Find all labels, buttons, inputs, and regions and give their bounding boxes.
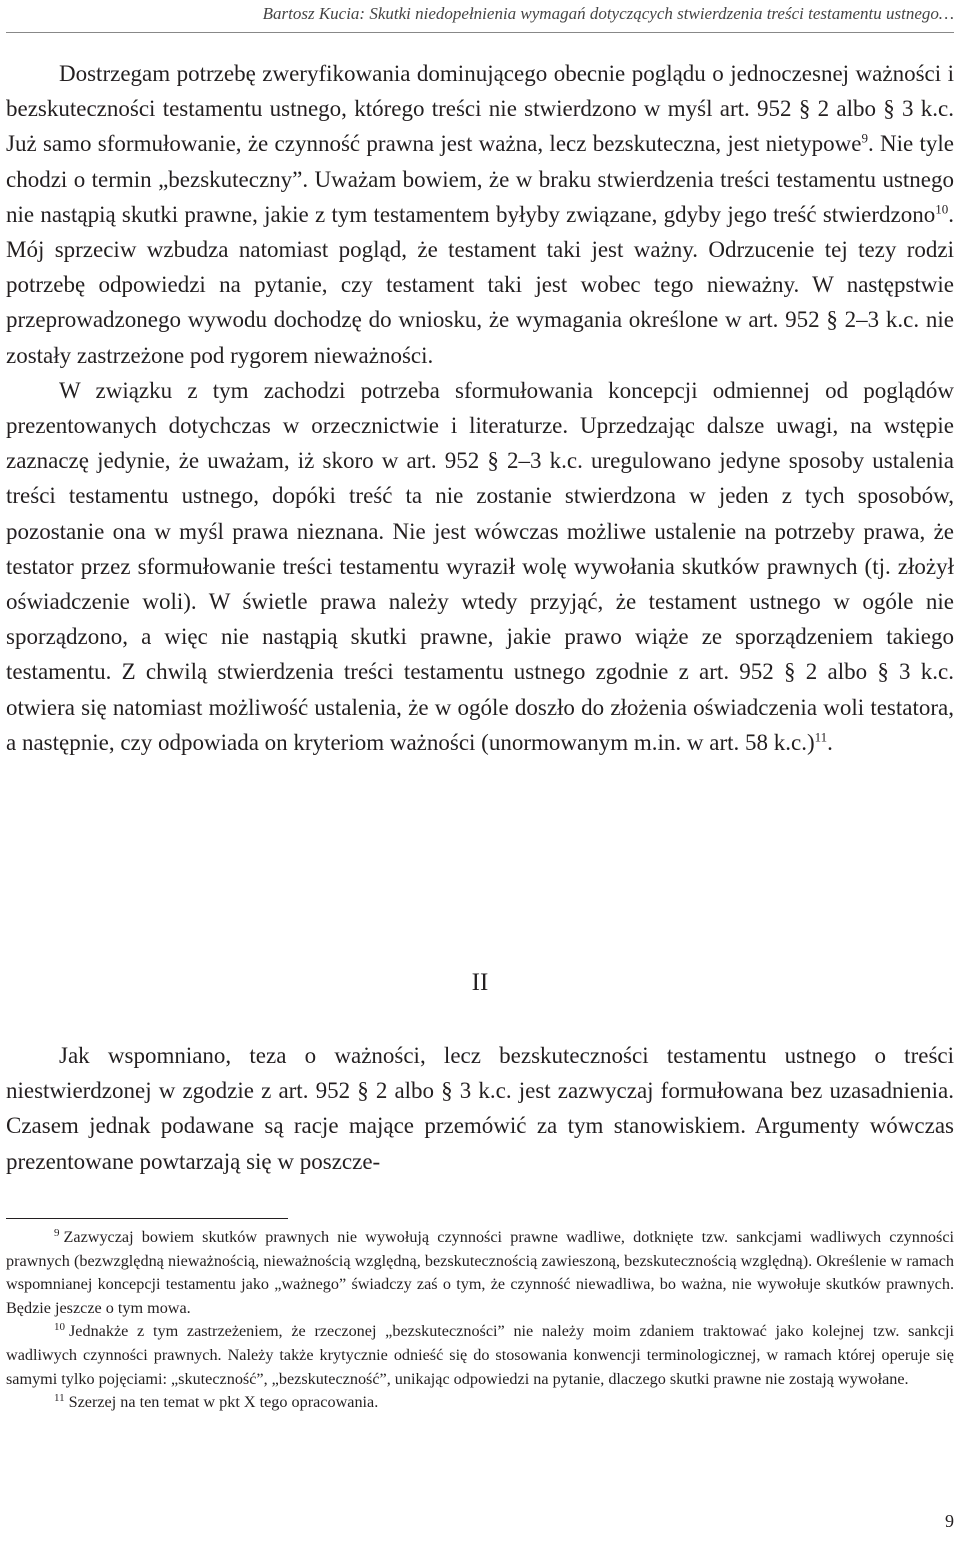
page-number: 9: [945, 1511, 954, 1531]
running-header: Bartosz Kucia: Skutki niedopełnienia wymagań dotyczących stwierdzenia treści testamentu ustnego…: [262, 4, 954, 23]
footnote-number: 9: [54, 1226, 60, 1239]
footnote-ref[interactable]: 10: [935, 201, 949, 217]
footnote-text: Szerzej na ten temat w pkt X tego opracowania.: [68, 1393, 379, 1412]
paragraph-text: Dostrzegam potrzebę zweryfikowania dominującego obecnie poglądu o jednoczesnej ważności i bezskuteczności testamentu ustnego, którego treści nie stwierdzono w myśl art. 952 § 2 albo § 3 k.c. Już samo sformułowanie, że czynność prawna jest ważna, lecz bezskuteczna, jest nietypowe: [6, 61, 954, 157]
footnote-number: 11: [54, 1391, 65, 1404]
footnote-text: Zazwyczaj bowiem skutków prawnych nie wywołują czynności prawne wadliwe, dotknięte tzw. sankcjami wadliwych czynności prawnych (bezwzględną nieważnością, nieważnością względną, bezskutecznością zawieszoną, bezskutecznością względną). Określenie w ramach wspomnianej koncepcji testamentu jako „ważnego” świadczy zaś o tym, że czynność niewadliwa, bo ważna, nie wywołuje skutków prawnych. Będzie jeszcze o tym mowa.: [6, 1228, 954, 1317]
main-text: [6, 56, 954, 760]
section-heading: II: [471, 969, 489, 996]
paragraph-text: . Mój sprzeciw wzbudza natomiast pogląd, że testament taki jest ważny. Odrzucenie tej tezy rodzi potrzebę odpowiedzi na pytanie, czy testament taki jest wobec tego nieważny. W następstwie przeprowadzonego wywodu dochodzę do wniosku, że wymagania określone w art. 952 § 2–3 k.c. nie zostały zastrzeżone pod rygorem nieważności.: [6, 201, 954, 368]
section-text: [6, 1038, 954, 1179]
paragraph-text: .: [827, 729, 833, 755]
footnote-rule: [6, 1218, 288, 1219]
footnote-ref[interactable]: 9: [861, 130, 868, 146]
paragraph: Jak wspomniano, teza o ważności, lecz bezskuteczności testamentu ustnego o treści niestwierdzonej w zgodzie z art. 952 § 2 albo § 3 k.c. jest zazwyczaj formułowana bez uzasadnienia. Czasem jednak podawane są racje mające przemówić za tym stanowiskiem. Argumenty wówczas prezentowane powtarzają się w poszcze-: [6, 1043, 954, 1174]
footnote-text: Jednakże z tym zastrzeżeniem, że rzeczonej „bezskuteczności” nie należy moim zdaniem traktować jako kolejnej tzw. sankcji wadliwych czynności prawnych. Należy także krytycznie odnieść się do stosowania konwencji terminologicznej, w ramach której operuje się samymi tylko pojęciami: „skuteczność”, „bezskuteczność”, unikając odpowiedzi na pytanie, dlaczego skutki prawne nie zostają wywołane.: [6, 1322, 954, 1388]
footnote: [6, 1320, 954, 1391]
paragraph: [6, 56, 954, 373]
footnote: [6, 1391, 954, 1415]
header-rule: [6, 32, 954, 33]
footnote-ref[interactable]: 11: [814, 729, 828, 745]
footnote: [6, 1226, 954, 1320]
footnotes: [6, 1226, 954, 1415]
paragraph: [6, 373, 954, 760]
footnote-number: 10: [54, 1320, 65, 1333]
paragraph-text: . Nie tyle chodzi o termin „bezskuteczny”. Uważam bowiem, że w braku stwierdzenia treści testamentu ustnego nie nastąpią skutki prawne, jakie z tym testamentem byłyby związane, gdyby jego treść stwierdzono: [6, 131, 955, 227]
paragraph-text: W związku z tym zachodzi potrzeba sformułowania koncepcji odmiennej od poglądów prezentowanych dotychczas w orzecznictwie i literaturze. Uprzedzając dalsze uwagi, na wstępie zaznaczę jedynie, że uważam, iż skoro w art. 952 § 2–3 k.c. uregulowano jedyne sposoby ustalenia treści testamentu ustnego, dopóki treść ta nie zostanie stwierdzona w jeden z tych sposobów, pozostanie ona w myśl prawa nieznana. Nie jest wówczas możliwe ustalenie na potrzeby prawa, że testator przez sformułowanie treści testamentu wyraził wolę wywołania skutków prawnych (tj. złożył oświadczenie woli). W świetle prawa należy wtedy przyjąć, że testament ustnego w ogóle nie sporządzono, a więc nie nastąpią skutki prawne, jakie prawo wiąże ze sporządzeniem takiego testamentu. Z chwilą stwierdzenia treści testamentu ustnego zgodnie z art. 952 § 2 albo § 3 k.c. otwiera się natomiast możliwość ustalenia, że w ogóle doszło do złożenia oświadczenia woli testatora, a następnie, czy odpowiada on kryteriom ważności (unormowanym m.in. w art. 58 k.c.): [6, 377, 954, 755]
